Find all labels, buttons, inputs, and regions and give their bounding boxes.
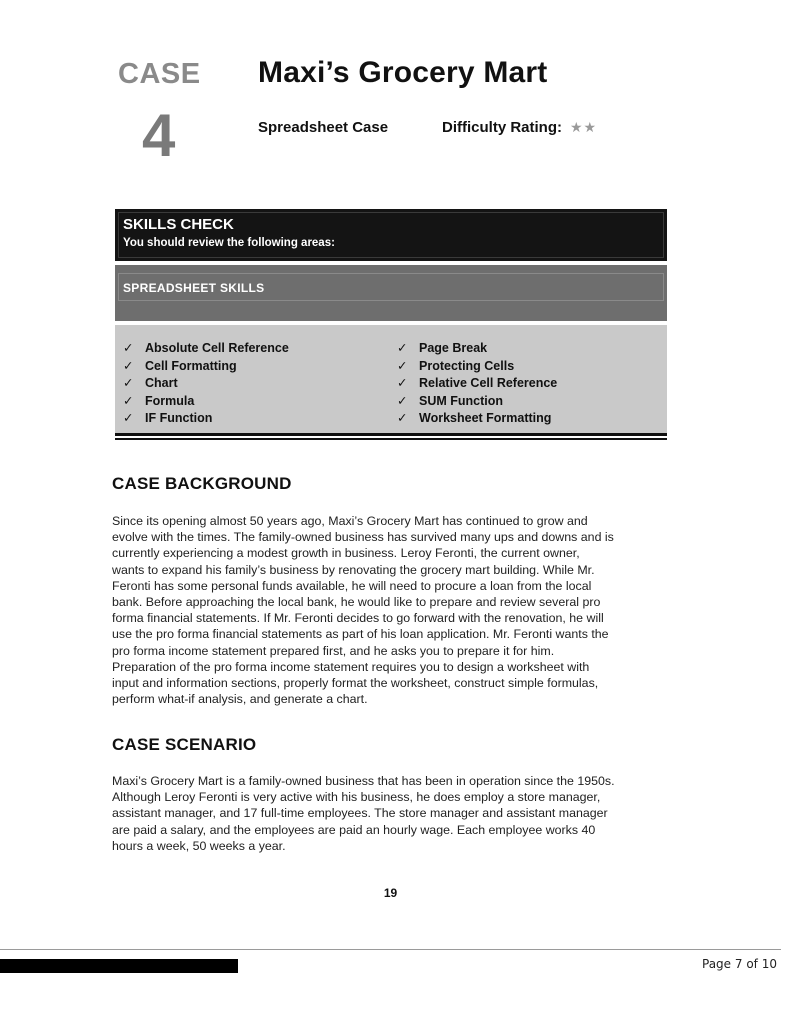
page-indicator: Page 7 of 10 bbox=[702, 957, 777, 971]
page-title: Maxi’s Grocery Mart bbox=[258, 56, 548, 89]
skills-category-label: SPREADSHEET SKILLS bbox=[123, 281, 265, 295]
skill-item: ✓ IF Function bbox=[123, 410, 289, 428]
skill-item: ✓ Page Break bbox=[397, 340, 557, 358]
background-paragraph: Since its opening almost 50 years ago, Maxi’s Grocery Mart has continued to grow and evolve with the times. The family-owned business has survived many ups and downs and is currently experiencing a modest growth in business. Leroy Feronti, the current owner, wants to expand his family’s business by renovating the grocery mart building. While Mr. Feronti has some personal funds available, he will need to procure a loan from the local bank. Before approaching the local bank, he would like to prepare and review several pro forma financial statements. If Mr. Feronti decides to go forward with the renovation, he will use the pro forma financial statements as part of his loan application. Mr. Feronti wants the pro forma income statement prepared first, and he asks you to prepare it for him. Preparation of the pro forma income statement requires you to design a worksheet with input and information sections, properly format the worksheet, construct simple formulas, perform what-if analysis, and generate a chart. bbox=[112, 514, 614, 707]
divider bbox=[115, 433, 667, 436]
footer-divider bbox=[0, 949, 781, 950]
skills-check-box bbox=[115, 209, 667, 440]
check-icon: ✓ bbox=[123, 411, 134, 425]
check-icon: ✓ bbox=[397, 376, 408, 390]
skill-item: ✓ Chart bbox=[123, 375, 289, 393]
skills-check-title: SKILLS CHECK bbox=[123, 216, 234, 233]
difficulty-rating bbox=[442, 119, 597, 136]
skills-column-left bbox=[123, 340, 289, 428]
check-icon: ✓ bbox=[123, 393, 134, 408]
check-icon: ✓ bbox=[397, 341, 408, 355]
check-icon: ✓ bbox=[397, 411, 408, 425]
case-number: 4 bbox=[142, 102, 176, 169]
skills-column-right bbox=[397, 340, 557, 428]
footer-bar bbox=[0, 959, 238, 973]
divider bbox=[115, 438, 667, 440]
skills-category-band bbox=[115, 265, 667, 321]
book-page-number: 19 bbox=[383, 886, 398, 900]
check-icon: ✓ bbox=[123, 358, 134, 373]
check-icon: ✓ bbox=[397, 358, 408, 373]
skill-item: ✓ Protecting Cells bbox=[397, 358, 557, 376]
skill-item: ✓ Worksheet Formatting bbox=[397, 410, 557, 428]
skills-check-subtitle: You should review the following areas: bbox=[123, 237, 335, 249]
check-icon: ✓ bbox=[123, 376, 134, 390]
skill-item: ✓ SUM Function bbox=[397, 393, 557, 411]
skill-item: ✓ Relative Cell Reference bbox=[397, 375, 557, 393]
difficulty-label: Difficulty Rating: bbox=[442, 119, 562, 136]
skill-item: ✓ Cell Formatting bbox=[123, 358, 289, 376]
skill-item: ✓ Formula bbox=[123, 393, 289, 411]
case-type: Spreadsheet Case bbox=[258, 119, 389, 136]
skills-check-header bbox=[115, 209, 667, 261]
skills-list bbox=[115, 325, 667, 433]
section-heading-scenario: CASE SCENARIO bbox=[112, 735, 257, 754]
case-label: CASE bbox=[118, 58, 201, 90]
star-icon: ★★ bbox=[570, 119, 598, 135]
section-heading-background: CASE BACKGROUND bbox=[112, 474, 292, 493]
check-icon: ✓ bbox=[123, 341, 134, 355]
scenario-paragraph: Maxi’s Grocery Mart is a family-owned business that has been in operation since the 1950s. Although Leroy Feronti is very active with his business, he does employ a store manager, assistant manager, and 17 full-time employees. The store manager and assistant manager are paid a salary, and the employees are paid an hourly wage. Each employee works 40 hours a week, 50 weeks a year. bbox=[112, 774, 615, 853]
skill-item: ✓ Absolute Cell Reference bbox=[123, 340, 289, 358]
check-icon: ✓ bbox=[397, 393, 408, 408]
